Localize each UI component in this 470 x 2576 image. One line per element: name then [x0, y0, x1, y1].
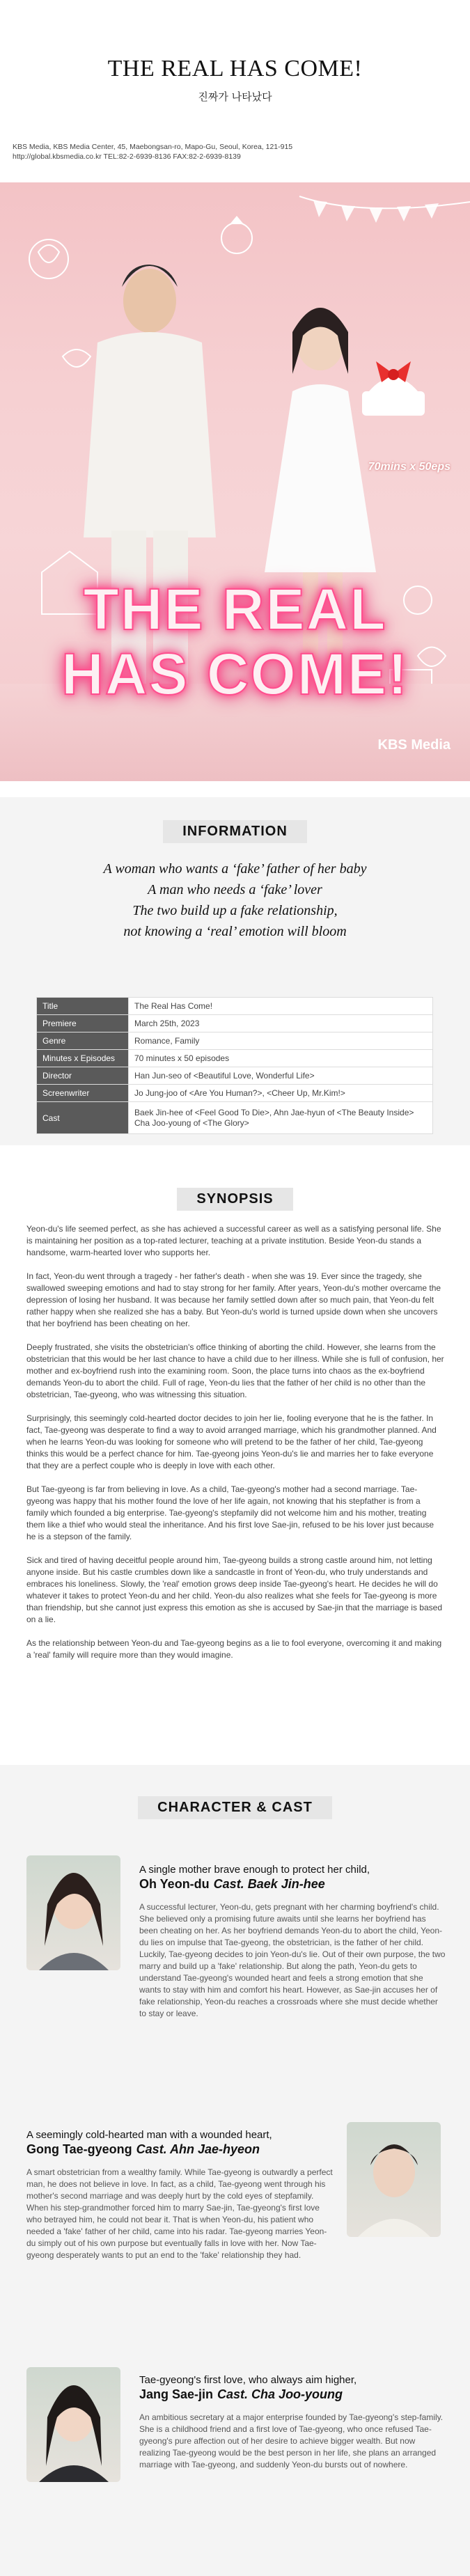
table-row [37, 1067, 433, 1085]
table-row [37, 1015, 433, 1032]
tagline [0, 858, 470, 942]
table-key: Director [37, 1067, 129, 1085]
character-oh-yeon-du [139, 1864, 446, 2020]
character-bio: A smart obstetrician from a wealthy family. While Tae-gyeong is outwardly a perfect man, he does not believe in love. In fact, as a child, Tae-gyeong went through his mother's second marriage and was deeply hurt by the cold eyes of stepfamily. When his step-grandmother forced him to marry Sae-jin, Tae-gyeong's first love who betrayed him, he could not bear it. That is when Yeon-du, his patient who needed a 'fake' father of her child, came into his radar. Tae-gyeong marries Yeon-du simply out of his own purpose but eventually falls in love with her. Now Tae-gyeong desperately wants to put an end to the 'fake' relationship they had. [26, 2167, 333, 2260]
character-bio: An ambitious secretary at a major enterprise founded by Tae-gyeong's step-family. She is a childhood friend and a first love of Tae-gyeong, who once refused Tae-gyeong's pure affection out of her desire to achieve bigger wealth. But now realizing Tae-gyeong would be the best person in her life, she plans an arranged marriage with Tae-gyeong, and suddenly Yeon-du bursts out of nowhere. [139, 2412, 444, 2469]
poster-title-line2: HAS COME! [61, 641, 409, 707]
synopsis-paragraph: But Tae-gyeong is far from believing in love. As a child, Tae-gyeong's mother had a second marriage. Tae-gyeong was happy that his mother found the love of her life again, not knowing that his stepfather is from a family which founded a big enterprise. Tae-gyeong's stepfamily did not welcome him and his mother, treating them like a thief who would steal the inheritance. And his first love Sae-jin, refused to be his lover just because he is a stepson of the family. [26, 1484, 434, 1541]
actor-name: Cast. Ahn Jae-hyeon [136, 2142, 260, 2156]
tagline-line: The two build up a fake relationship, [132, 903, 338, 918]
synopsis-heading: SYNOPSIS [0, 1188, 470, 1211]
information-heading: INFORMATION [0, 820, 470, 843]
portrait-icon [347, 2122, 441, 2237]
table-value: 70 minutes x 50 episodes [129, 1050, 433, 1067]
portrait-icon [26, 2367, 120, 2482]
tagline-line: not knowing a ‘real’ emotion will bloom [123, 924, 347, 939]
tagline-line: A woman who wants a ‘fake’ father of her baby [103, 861, 367, 877]
synopsis-paragraph: In fact, Yeon-du went through a tragedy - her father's death - when she was 19. Ever since the tragedy, she swallowed sweeping emotions and had to stay strong for her family. After years, Yeon-du's mother overcame the depression of losing her husband. It was because her family settled down after so much pain, that Yeon-du felt rather happy when she realized she has a baby. But Yeon-du's world is turned upside down when she uncovers that her boyfriend has been cheating on her. [26, 1271, 441, 1328]
table-row [37, 1085, 433, 1102]
tagline-line: A man who needs a ‘fake’ lover [148, 882, 322, 897]
table-key: Genre [37, 1032, 129, 1050]
table-value: Han Jun-seo of <Beautiful Love, Wonderful Life> [129, 1067, 433, 1085]
table-key: Premiere [37, 1015, 129, 1032]
table-value [129, 1102, 433, 1134]
kbs-media-logo: KBS Media [377, 737, 451, 753]
cake-icon [362, 361, 425, 416]
character-photo-oh-yeon-du [26, 1855, 120, 1970]
character-description: A single mother brave enough to protect her child, [139, 1864, 370, 1876]
poster-title-line1: THE REAL [83, 576, 387, 642]
character-description: Tae-gyeong's first love, who always aim higher, [139, 2374, 357, 2386]
header [0, 0, 470, 132]
info-table [36, 997, 433, 1134]
company-contact: http://global.kbsmedia.co.kr TEL:82-2-6939-8136 FAX:82-2-6939-8139 [13, 152, 241, 161]
character-jang-sae-jin [139, 2374, 446, 2471]
character-bio: A successful lecturer, Yeon-du, gets pregnant with her charming boyfriend's child. She believed only a promising future awaits until she learns her boyfriend has been cheating on her. As her boyfriend demands Yeon-du to abort the child, Yeon-du lies on impulse that Tae-gyeong, the obstetrician, is the father of her child. Luckily, Tae-gyeong decides to join Yeon-du's lie. Out of their own purpose, the two marry and build up a 'fake' relationship. But along the path, Yeon-du gets to understand Tae-gyeong's wounded heart and feels a strong emotion that she wants to stay with him and comfort his heart. However, as Sae-jin accuses her of fake relationship, Yeon-du reaches a crossroads where she must decide whether to stay or leave. [139, 1902, 446, 2018]
character-photo-jang-sae-jin [26, 2367, 120, 2482]
table-value: Jo Jung-joo of <Are You Human?>, <Cheer Up, Mr.Kim!> [129, 1085, 433, 1102]
table-row [37, 1102, 433, 1134]
cast-line: Cha Joo-young of <The Glory> [134, 1117, 249, 1128]
korean-title: 진짜가 나타났다 [198, 91, 272, 103]
episode-info: 70mins x 50eps [368, 461, 451, 473]
table-value: The Real Has Come! [129, 998, 433, 1015]
table-key: Title [37, 998, 129, 1015]
character-cast-heading: CHARACTER & CAST [0, 1796, 470, 1819]
portrait-icon [26, 1855, 120, 1970]
poster-image [0, 182, 470, 781]
table-row [37, 1032, 433, 1050]
character-name: Oh Yeon-du Cast. Baek Jin-hee [139, 1877, 325, 1891]
character-gong-tae-gyeong [26, 2129, 333, 2261]
actor-name: Cast. Baek Jin-hee [213, 1877, 325, 1891]
company-info [13, 142, 292, 162]
actor-name: Cast. Cha Joo-young [217, 2387, 343, 2401]
synopsis-paragraph: Sick and tired of having deceitful people around him, Tae-gyeong builds a strong castle around him, not letting anyone inside. But his castle crumbles down like a sandcastle in front of Yeon-du, who truly understands and embraces his loneliness. Slowly, the 'real' emotion grows deep inside Tae-gyeong's heart. He decides he will do whatever it takes to protect Yeon-du and her child. Yeon-du also realizes what she feels for Tae-gyeong is more than friendship, but she cannot just express this emotion as she is accused by Sae-jin that the marriage is based on a lie. [26, 1555, 442, 1624]
synopsis-body [26, 1223, 444, 1673]
table-key: Cast [37, 1102, 129, 1134]
character-name: Jang Sae-jin Cast. Cha Joo-young [139, 2387, 343, 2401]
cast-line: Baek Jin-hee of <Feel Good To Die>, Ahn Jae-hyun of <The Beauty Inside> [134, 1107, 414, 1117]
table-row [37, 998, 433, 1015]
character-description: A seemingly cold-hearted man with a wounded heart, [26, 2129, 272, 2141]
table-row [37, 1050, 433, 1067]
synopsis-paragraph: As the relationship between Yeon-du and Tae-gyeong begins as a lie to fool everyone, overcoming it and making a 'real' family will require more than they would imagine. [26, 1638, 442, 1660]
character-photo-gong-tae-gyeong [347, 2122, 441, 2237]
table-value: Romance, Family [129, 1032, 433, 1050]
table-key: Minutes x Episodes [37, 1050, 129, 1067]
page-title: THE REAL HAS COME! [107, 56, 363, 81]
table-key: Screenwriter [37, 1085, 129, 1102]
table-value: March 25th, 2023 [129, 1015, 433, 1032]
character-name: Gong Tae-gyeong Cast. Ahn Jae-hyeon [26, 2142, 260, 2156]
company-address: KBS Media, KBS Media Center, 45, Maebongsan-ro, Mapo-Gu, Seoul, Korea, 121-915 [13, 143, 293, 151]
synopsis-paragraph: Surprisingly, this seemingly cold-hearted doctor decides to join her lie, fooling everyone that he is the father. In fact, Tae-gyeong was desperate to find a way to avoid arranged marriage, which his grandmother planned. And when he learns Yeon-du was looking for someone who will pretend to be the father of her child, Tae-gyeong thinks this would be a perfect chance for him. Tae-gyeong joins Yeon-du's lie and marries her to fake everyone that they are a perfect couple who is deeply in love with each other. [26, 1413, 437, 1470]
synopsis-paragraph: Yeon-du's life seemed perfect, as she has achieved a successful career as well as a satisfying personal life. She is maintaining her position as a top-rated lecturer, teaching at a private institution. Beside Yeon-du stands a handsome, warm-hearted lover who supports her. [26, 1224, 441, 1257]
synopsis-paragraph: Deeply frustrated, she visits the obstetrician's office thinking of aborting the child. However, she learns from the obstetrician that this would be her last chance to have a child due to her illness. While she is full of confusion, her mother and ex-boyfriend rush into the examining room. Soon, the place turns into chaos as the ex-boyfriend demands Yeon-du to abort the child. Full of rage, Yeon-du lies that the father of her child is no other than the obstetrician, Tae-gyeong, who was witnessing this situation. [26, 1342, 444, 1399]
